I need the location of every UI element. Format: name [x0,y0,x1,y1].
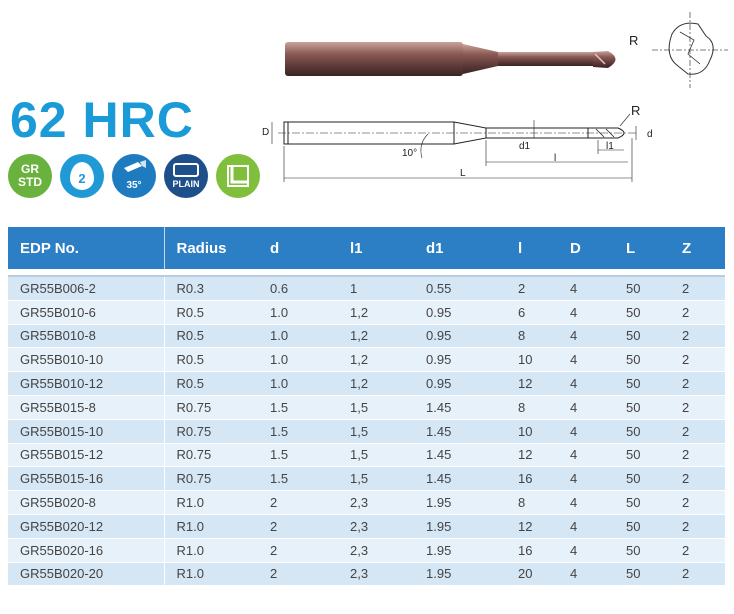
table-cell: R1.0 [164,491,258,515]
table-cell: 2 [670,395,725,419]
dim-angle-label: 10° [402,148,418,159]
table-cell: 1,5 [338,395,414,419]
table-cell: GR55B020-16 [8,538,164,562]
table-row [8,348,725,372]
table-cell: R0.5 [164,372,258,396]
end-view-drawing [650,10,730,90]
dim-R-label: R [631,103,641,118]
table-cell: 50 [614,514,670,538]
table-cell: R1.0 [164,538,258,562]
table-cell: 4 [558,324,614,348]
header-spacer [8,269,725,276]
table-cell: 1.5 [258,443,338,467]
table-cell: 4 [558,395,614,419]
table-cell: 2 [258,538,338,562]
table-cell: R0.5 [164,324,258,348]
table-cell: GR55B010-10 [8,348,164,372]
table-cell: 2 [670,324,725,348]
table-row [8,395,725,419]
table-cell: 1.95 [414,491,506,515]
table-cell: 1,2 [338,324,414,348]
table-cell: 4 [558,538,614,562]
table-cell: 2 [506,276,558,300]
dim-l-label: l [554,153,557,164]
table-cell: 1,5 [338,419,414,443]
table-cell: 12 [506,372,558,396]
table-cell: 2 [670,467,725,491]
radius-label-top: R [629,33,639,48]
table-cell: 1,2 [338,348,414,372]
hardness-title: 62 HRC [10,92,194,148]
gr-std-badge [8,154,52,198]
table-cell: 1.0 [258,348,338,372]
table-cell: 0.95 [414,324,506,348]
table-cell: 50 [614,419,670,443]
table-cell: 2 [258,514,338,538]
table-cell: 2,3 [338,491,414,515]
table-cell: 50 [614,395,670,419]
col-radius: Radius [164,227,258,269]
table-cell: 4 [558,562,614,586]
col-z: Z [670,227,725,269]
table-cell: GR55B020-8 [8,491,164,515]
table-cell: 10 [506,348,558,372]
table-cell: R0.5 [164,348,258,372]
table-cell: 1.0 [258,300,338,324]
table-cell: 50 [614,372,670,396]
two-flute-badge [60,154,104,198]
table-cell: 0.95 [414,348,506,372]
table-cell: 2 [258,491,338,515]
table-cell: 4 [558,514,614,538]
table-cell: 1,5 [338,467,414,491]
table-header-row [8,227,725,269]
table-cell: 1.45 [414,467,506,491]
table-cell: 2 [670,443,725,467]
table-cell: 2 [670,372,725,396]
table-cell: 1.95 [414,538,506,562]
table-cell: 1.0 [258,324,338,348]
gr-std-line-1: GR [21,162,39,176]
table-cell: R0.3 [164,276,258,300]
table-cell: 12 [506,443,558,467]
table-cell: 1 [338,276,414,300]
table-cell: 6 [506,300,558,324]
table-cell: 1.95 [414,562,506,586]
corner-icon [225,163,251,189]
table-cell: 1,2 [338,372,414,396]
table-cell: 4 [558,276,614,300]
table-cell: 12 [506,514,558,538]
col-d1: d1 [414,227,506,269]
col-d: d [258,227,338,269]
corner-badge [216,154,260,198]
table-cell: 1.0 [258,372,338,396]
table-row [8,538,725,562]
table-cell: GR55B020-12 [8,514,164,538]
table-cell: 50 [614,300,670,324]
table-cell: 1.5 [258,467,338,491]
table-cell: 50 [614,276,670,300]
table-cell: 2 [670,276,725,300]
table-cell: 8 [506,491,558,515]
dim-L-label: L [460,168,466,179]
table-cell: GR55B015-12 [8,443,164,467]
table-cell: 2 [670,514,725,538]
table-cell: 1.95 [414,514,506,538]
table-cell: 1,2 [338,300,414,324]
table-cell: 16 [506,467,558,491]
plain-shank-badge [164,154,208,198]
table-cell: 50 [614,324,670,348]
helix-35-badge [112,154,156,198]
table-cell: R1.0 [164,562,258,586]
table-cell: 20 [506,562,558,586]
table-cell: 1.45 [414,443,506,467]
table-cell: 4 [558,300,614,324]
table-cell: 8 [506,395,558,419]
table-cell: R0.75 [164,419,258,443]
table-row [8,467,725,491]
table-cell: R0.5 [164,300,258,324]
helix-angle: 35° [126,179,142,191]
table-cell: 2 [670,300,725,324]
table-cell: 4 [558,348,614,372]
table-row [8,300,725,324]
table-cell: 50 [614,443,670,467]
drop-icon [70,162,94,190]
table-cell: 50 [614,491,670,515]
table-row [8,419,725,443]
table-cell: 2,3 [338,538,414,562]
table-cell: 1.45 [414,395,506,419]
table-cell: 0.55 [414,276,506,300]
table-cell: 50 [614,348,670,372]
table-cell: 0.95 [414,300,506,324]
table-cell: GR55B015-16 [8,467,164,491]
table-cell: GR55B020-20 [8,562,164,586]
table-cell: 10 [506,419,558,443]
table-cell: R0.75 [164,443,258,467]
dim-d1-label: d1 [519,141,531,152]
table-cell: GR55B015-10 [8,419,164,443]
table-cell: R0.75 [164,395,258,419]
table-row [8,491,725,515]
gr-std-line-2: STD [18,175,42,189]
dim-d-label: d [647,129,653,140]
table-cell: R0.75 [164,467,258,491]
product-hero [0,0,734,225]
flute-count: 2 [78,170,86,186]
tool-photo [283,38,628,82]
table-cell: 2 [670,538,725,562]
col-l: l [506,227,558,269]
table-row [8,372,725,396]
dim-l1-label: l1 [606,141,614,152]
dim-D-label: D [262,127,270,138]
table-cell: R1.0 [164,514,258,538]
dimension-drawing [258,100,658,184]
table-cell: 2 [670,419,725,443]
product-table [8,227,725,586]
col-D: D [558,227,614,269]
table-cell: 2 [670,348,725,372]
table-cell: GR55B015-8 [8,395,164,419]
table-cell: GR55B006-2 [8,276,164,300]
table-cell: 2 [670,491,725,515]
table-row [8,562,725,586]
table-cell: 4 [558,419,614,443]
table-cell: 4 [558,372,614,396]
plain-label: PLAIN [172,179,200,189]
helix-icon [112,154,156,198]
table-row [8,443,725,467]
table-cell: GR55B010-8 [8,324,164,348]
col-edp: EDP No. [8,227,164,269]
table-cell: 4 [558,467,614,491]
table-cell: 2,3 [338,514,414,538]
table-cell: 1,5 [338,443,414,467]
table-cell: 1.5 [258,419,338,443]
table-cell: 1.5 [258,395,338,419]
table-cell: 4 [558,491,614,515]
table-row [8,276,725,300]
table-cell: 50 [614,562,670,586]
table-cell: 2 [258,562,338,586]
shank-icon [164,154,208,198]
table-cell: 2,3 [338,562,414,586]
table-cell: 50 [614,538,670,562]
table-cell: 0.95 [414,372,506,396]
table-cell: 2 [670,562,725,586]
table-cell: GR55B010-12 [8,372,164,396]
table-cell: 1.45 [414,419,506,443]
table-cell: 50 [614,467,670,491]
col-l1: l1 [338,227,414,269]
col-L: L [614,227,670,269]
table-cell: 0.6 [258,276,338,300]
table-cell: 16 [506,538,558,562]
table-cell: GR55B010-6 [8,300,164,324]
table-cell: 4 [558,443,614,467]
table-row [8,324,725,348]
table-row [8,514,725,538]
table-cell: 8 [506,324,558,348]
